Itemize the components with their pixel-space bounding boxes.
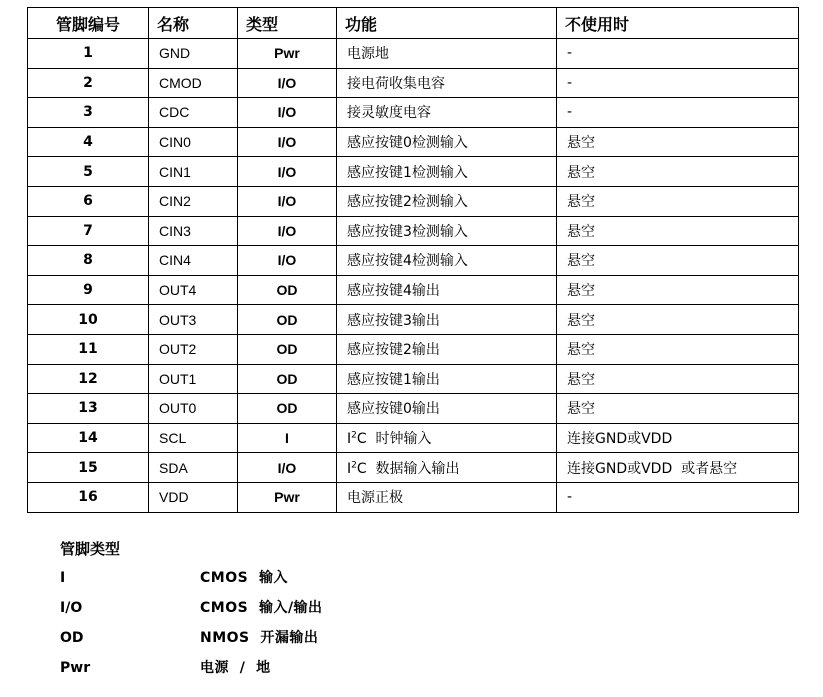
pin-type: OD bbox=[238, 305, 337, 335]
pin-unused: 悬空 bbox=[557, 305, 799, 335]
legend-value: CMOS 输入/输出 bbox=[200, 600, 323, 616]
legend-key: I/O bbox=[60, 600, 83, 616]
header-pin: 管脚编号 bbox=[28, 8, 149, 39]
pin-unused: 连接GND或VDD bbox=[557, 423, 799, 453]
table-row bbox=[28, 482, 799, 512]
legend-item bbox=[60, 593, 760, 623]
pin-number: 4 bbox=[28, 127, 149, 157]
pin-number: 16 bbox=[28, 482, 149, 512]
pin-function bbox=[337, 423, 557, 453]
pin-function: 感应按键3输出 bbox=[337, 305, 557, 335]
legend-item bbox=[60, 563, 760, 593]
pin-function: 感应按键3检测输入 bbox=[337, 216, 557, 246]
legend-key: Pwr bbox=[60, 660, 91, 676]
pin-table-body bbox=[28, 39, 799, 513]
pin-unused: 连接GND或VDD 或者悬空 bbox=[557, 453, 799, 483]
legend-value: CMOS 输入 bbox=[200, 570, 288, 586]
pin-number: 6 bbox=[28, 186, 149, 216]
legend-value: NMOS 开漏输出 bbox=[200, 630, 319, 646]
header-row bbox=[28, 8, 799, 39]
pin-type: I/O bbox=[238, 246, 337, 276]
pin-unused: 悬空 bbox=[557, 394, 799, 424]
pin-number: 7 bbox=[28, 216, 149, 246]
legend-value: 电源 / 地 bbox=[200, 660, 271, 676]
pin-type: I/O bbox=[238, 186, 337, 216]
pin-name: CIN3 bbox=[149, 216, 238, 246]
pin-type: I/O bbox=[238, 68, 337, 98]
pin-name: CDC bbox=[149, 98, 238, 128]
function-superscript: 2 bbox=[351, 459, 357, 470]
pin-unused: 悬空 bbox=[557, 334, 799, 364]
table-row bbox=[28, 39, 799, 69]
pin-name: CIN0 bbox=[149, 127, 238, 157]
pin-number: 8 bbox=[28, 246, 149, 276]
pin-function bbox=[337, 453, 557, 483]
pin-number: 13 bbox=[28, 394, 149, 424]
pin-type: I/O bbox=[238, 216, 337, 246]
pin-unused: - bbox=[557, 98, 799, 128]
header-type: 类型 bbox=[238, 8, 337, 39]
table-row bbox=[28, 127, 799, 157]
pin-number: 9 bbox=[28, 275, 149, 305]
pin-type: OD bbox=[238, 394, 337, 424]
header-unused: 不使用时 bbox=[557, 8, 799, 39]
pin-function: 感应按键1输出 bbox=[337, 364, 557, 394]
function-superscript: 2 bbox=[351, 430, 357, 441]
pin-type: Pwr bbox=[238, 39, 337, 69]
pin-name: CIN2 bbox=[149, 186, 238, 216]
pin-name: CMOD bbox=[149, 68, 238, 98]
pin-function: 电源正极 bbox=[337, 482, 557, 512]
pin-number: 3 bbox=[28, 98, 149, 128]
pin-name: OUT1 bbox=[149, 364, 238, 394]
pin-number: 2 bbox=[28, 68, 149, 98]
pin-unused: 悬空 bbox=[557, 216, 799, 246]
pin-unused: 悬空 bbox=[557, 275, 799, 305]
pin-number: 12 bbox=[28, 364, 149, 394]
pin-name: CIN1 bbox=[149, 157, 238, 187]
function-suffix: C 数据输入输出 bbox=[356, 460, 460, 477]
legend-items bbox=[60, 563, 760, 683]
table-row bbox=[28, 275, 799, 305]
table-row bbox=[28, 68, 799, 98]
pin-name: CIN4 bbox=[149, 246, 238, 276]
table-row bbox=[28, 423, 799, 453]
pin-name: SCL bbox=[149, 423, 238, 453]
pin-unused: - bbox=[557, 68, 799, 98]
pin-type: OD bbox=[238, 275, 337, 305]
header-function: 功能 bbox=[337, 8, 557, 39]
pin-unused: 悬空 bbox=[557, 364, 799, 394]
table-row bbox=[28, 186, 799, 216]
pin-type: I/O bbox=[238, 157, 337, 187]
pin-function: 感应按键0检测输入 bbox=[337, 127, 557, 157]
table-row bbox=[28, 453, 799, 483]
pin-type: OD bbox=[238, 364, 337, 394]
table-row bbox=[28, 98, 799, 128]
pin-number: 1 bbox=[28, 39, 149, 69]
table-row bbox=[28, 364, 799, 394]
pin-function: 电源地 bbox=[337, 39, 557, 69]
pin-type: I bbox=[238, 423, 337, 453]
pin-function: 接电荷收集电容 bbox=[337, 68, 557, 98]
table-row bbox=[28, 394, 799, 424]
pin-function: 感应按键4检测输入 bbox=[337, 246, 557, 276]
legend-key: I bbox=[60, 570, 66, 586]
function-suffix: C 时钟输入 bbox=[356, 431, 432, 448]
pin-table bbox=[27, 7, 799, 513]
pin-function: 感应按键0输出 bbox=[337, 394, 557, 424]
pin-type: I/O bbox=[238, 453, 337, 483]
table-row bbox=[28, 216, 799, 246]
pin-name: SDA bbox=[149, 453, 238, 483]
pin-name: OUT3 bbox=[149, 305, 238, 335]
pin-type: OD bbox=[238, 334, 337, 364]
pin-unused: - bbox=[557, 39, 799, 69]
function-prefix: I bbox=[347, 460, 352, 477]
table-row bbox=[28, 334, 799, 364]
pin-type: I/O bbox=[238, 98, 337, 128]
legend-key: OD bbox=[60, 630, 84, 646]
legend-item bbox=[60, 653, 760, 683]
pin-type: I/O bbox=[238, 127, 337, 157]
pin-type: Pwr bbox=[238, 482, 337, 512]
pin-unused: 悬空 bbox=[557, 186, 799, 216]
pin-name: OUT0 bbox=[149, 394, 238, 424]
pin-function: 感应按键1检测输入 bbox=[337, 157, 557, 187]
table-row bbox=[28, 157, 799, 187]
pin-number: 15 bbox=[28, 453, 149, 483]
pin-unused: 悬空 bbox=[557, 157, 799, 187]
pin-unused: - bbox=[557, 482, 799, 512]
pin-type-legend bbox=[60, 535, 760, 683]
pin-unused: 悬空 bbox=[557, 127, 799, 157]
header-name: 名称 bbox=[149, 8, 238, 39]
pin-function: 感应按键2检测输入 bbox=[337, 186, 557, 216]
pin-name: GND bbox=[149, 39, 238, 69]
table-row bbox=[28, 305, 799, 335]
legend-item bbox=[60, 623, 760, 653]
pin-function: 感应按键4输出 bbox=[337, 275, 557, 305]
pin-function: 接灵敏度电容 bbox=[337, 98, 557, 128]
pin-unused: 悬空 bbox=[557, 246, 799, 276]
legend-title: 管脚类型 bbox=[60, 540, 121, 558]
pin-name: VDD bbox=[149, 482, 238, 512]
pin-number: 11 bbox=[28, 334, 149, 364]
function-prefix: I bbox=[347, 431, 352, 448]
pin-function: 感应按键2输出 bbox=[337, 334, 557, 364]
pin-number: 10 bbox=[28, 305, 149, 335]
table-row bbox=[28, 246, 799, 276]
pin-name: OUT2 bbox=[149, 334, 238, 364]
pin-number: 5 bbox=[28, 157, 149, 187]
pin-name: OUT4 bbox=[149, 275, 238, 305]
pin-number: 14 bbox=[28, 423, 149, 453]
